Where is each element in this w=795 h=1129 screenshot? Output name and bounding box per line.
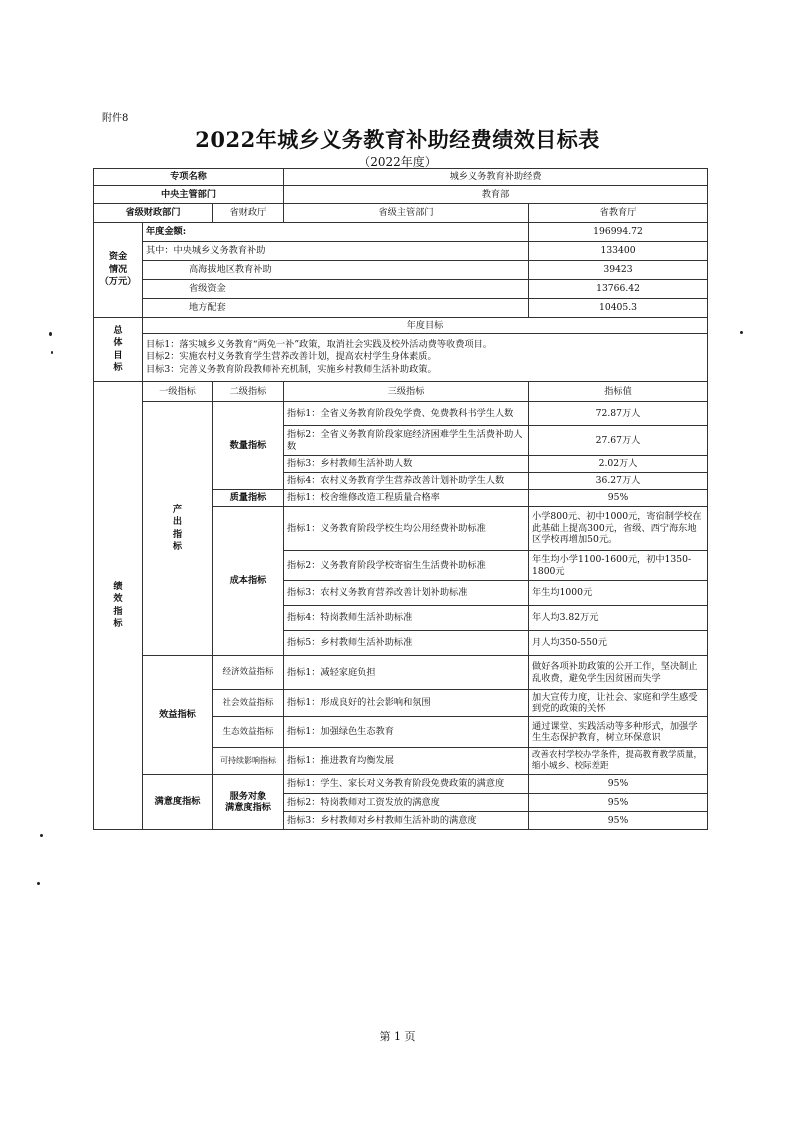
project-label: 专项名称: [94, 169, 284, 186]
performance-table: [93, 168, 708, 830]
indicator-value: 通过课堂、实践活动等多种形式，加强学生生态保护教育，树立环保意识: [529, 717, 708, 748]
perf-section-label: 绩 效 指 标: [94, 382, 143, 830]
goals-header: 年度目标: [143, 318, 708, 334]
indicator-text: 指标2：全省义务教育阶段家庭经济困难学生生活费补助人数: [284, 426, 529, 456]
indicator-value: 做好各项补助政策的公开工作，坚决制止乱收费，避免学生因贫困而失学: [529, 656, 708, 690]
fund-row-value: 196994.72: [529, 223, 708, 242]
indicator-value: 改善农村学校办学条件，提高教育教学质量，缩小城乡、校际差距: [529, 748, 708, 775]
header-level2: 二级指标: [213, 382, 284, 402]
central-value: 教育部: [284, 186, 708, 204]
benefit-category: 经济效益指标: [213, 656, 284, 690]
central-label: 中央主管部门: [94, 186, 284, 204]
fund-row: [94, 242, 708, 261]
project-value: 城乡义务教育补助经费: [284, 169, 708, 186]
fund-row-label: 年度金额:: [143, 223, 529, 242]
indicator-text: 指标1：加强绿色生态教育: [284, 717, 529, 748]
province-admin-value: 省教育厅: [529, 204, 708, 223]
indicator-value: 72.87万人: [529, 402, 708, 426]
output-indicator-label: 产 出 指 标: [143, 402, 213, 656]
quantity-indicator-label: 数量指标: [213, 402, 284, 490]
indicator-text: 指标2：特岗教师对工资发放的满意度: [284, 794, 529, 812]
scan-speck: [740, 331, 743, 334]
province-admin-label: 省级主管部门: [284, 204, 529, 223]
indicator-value: 27.67万人: [529, 426, 708, 456]
benefit-category: 生态效益指标: [213, 717, 284, 748]
scan-speck: [37, 882, 40, 885]
goal-item: 目标3：完善义务教育阶段教师补充机制，实施乡村教师生活补助政策。: [146, 363, 437, 375]
indicator-value: 2.02万人: [529, 456, 708, 473]
indicator-row: [94, 775, 708, 794]
fund-row-value: 13766.42: [529, 280, 708, 299]
fund-row-value: 39423: [529, 261, 708, 280]
fund-row: [94, 223, 708, 242]
page-number: 第 1 页: [379, 1030, 416, 1043]
indicator-value: 95%: [529, 812, 708, 830]
goal-item: 目标1：落实城乡义务教育“两免一补”政策，取消社会实践及校外活动费等收费项目。: [146, 338, 492, 350]
indicator-value: 95%: [529, 794, 708, 812]
benefit-indicator-label: 效益指标: [143, 656, 213, 775]
indicator-value: 小学800元、初中1000元，寄宿制学校在此基础上提高300元，省级、西宁海东地区学校再增加50元。: [529, 507, 708, 551]
indicator-value: 年生均1000元: [529, 581, 708, 606]
goals-section-label: 总 体 目 标: [94, 318, 143, 382]
fund-row-label: 地方配套: [143, 299, 529, 318]
goal-item: 目标2：实施农村义务教育学生营养改善计划，提高农村学生身体素质。: [146, 351, 437, 363]
central-row: [94, 186, 708, 204]
header-value: 指标值: [529, 382, 708, 402]
fund-row: [94, 280, 708, 299]
indicator-text: 指标1：学生、家长对义务教育阶段免费政策的满意度: [284, 775, 529, 794]
indicator-text: 指标5：乡村教师生活补助标准: [284, 631, 529, 656]
indicator-text: 指标1：减轻家庭负担: [284, 656, 529, 690]
indicator-text: 指标4：特岗教师生活补助标准: [284, 606, 529, 631]
funds-section-label: 资金 情况 （万元）: [94, 223, 143, 318]
province-row: [94, 204, 708, 223]
indicator-row: [94, 402, 708, 426]
header-level1: 一级指标: [143, 382, 213, 402]
indicator-text: 指标3：乡村教师对乡村教师生活补助的满意度: [284, 812, 529, 830]
goals-body: [143, 334, 708, 382]
indicator-value: 年人均3.82万元: [529, 606, 708, 631]
scan-speck: [49, 332, 52, 336]
indicator-value: 36.27万人: [529, 473, 708, 490]
province-finance-value: 省财政厅: [213, 204, 284, 223]
indicator-value: 95%: [529, 490, 708, 507]
scan-speck: [40, 834, 43, 837]
project-row: [94, 169, 708, 186]
fund-row-value: 133400: [529, 242, 708, 261]
fund-row: [94, 299, 708, 318]
quality-indicator-label: 质量指标: [213, 490, 284, 507]
province-finance-label: 省级财政部门: [94, 204, 213, 223]
goals-body-row: [94, 334, 708, 382]
indicator-value: 加大宣传力度，让社会、家庭和学生感受到党的政策的关怀: [529, 690, 708, 717]
indicator-text: 指标1：全省义务教育阶段免学费、免费教科书学生人数: [284, 402, 529, 426]
attachment-label: 附件8: [102, 113, 129, 124]
indicator-text: 指标1：推进教育均衡发展: [284, 748, 529, 775]
satisfaction-indicator-label: 满意度指标: [143, 775, 213, 830]
goals-header-row: [94, 318, 708, 334]
fund-row-value: 10405.3: [529, 299, 708, 318]
fund-row: [94, 261, 708, 280]
benefit-category: 可持续影响指标: [213, 748, 284, 775]
page-title: 2022年城乡义务教育补助经费绩效目标表: [195, 127, 600, 152]
fund-row-label: 省级资金: [143, 280, 529, 299]
service-satisfaction-label: 服务对象 满意度指标: [213, 775, 284, 830]
indicator-value: 年生均小学1100-1600元，初中1350-1800元: [529, 551, 708, 581]
indicator-text: 指标3：农村义务教育营养改善计划补助标准: [284, 581, 529, 606]
indicator-text: 指标2：义务教育阶段学校寄宿生生活费补助标准: [284, 551, 529, 581]
fund-row-label: 其中：中央城乡义务教育补助: [143, 242, 529, 261]
indicator-text: 指标1：义务教育阶段学校生均公用经费补助标准: [284, 507, 529, 551]
fund-row-label: 高海拔地区教育补助: [143, 261, 529, 280]
cost-indicator-label: 成本指标: [213, 507, 284, 656]
indicator-text: 指标1：形成良好的社会影响和氛围: [284, 690, 529, 717]
header-level3: 三级指标: [284, 382, 529, 402]
indicator-text: 指标1：校舍维修改造工程质量合格率: [284, 490, 529, 507]
scan-speck: [51, 351, 53, 354]
indicator-value: 95%: [529, 775, 708, 794]
indicator-text: 指标4：农村义务教育学生营养改善计划补助学生人数: [284, 473, 529, 490]
perf-header-row: [94, 382, 708, 402]
benefit-category: 社会效益指标: [213, 690, 284, 717]
indicator-row: [94, 656, 708, 690]
page-subtitle: （2022年度）: [358, 155, 437, 169]
indicator-text: 指标3：乡村教师生活补助人数: [284, 456, 529, 473]
indicator-value: 月人均350-550元: [529, 631, 708, 656]
